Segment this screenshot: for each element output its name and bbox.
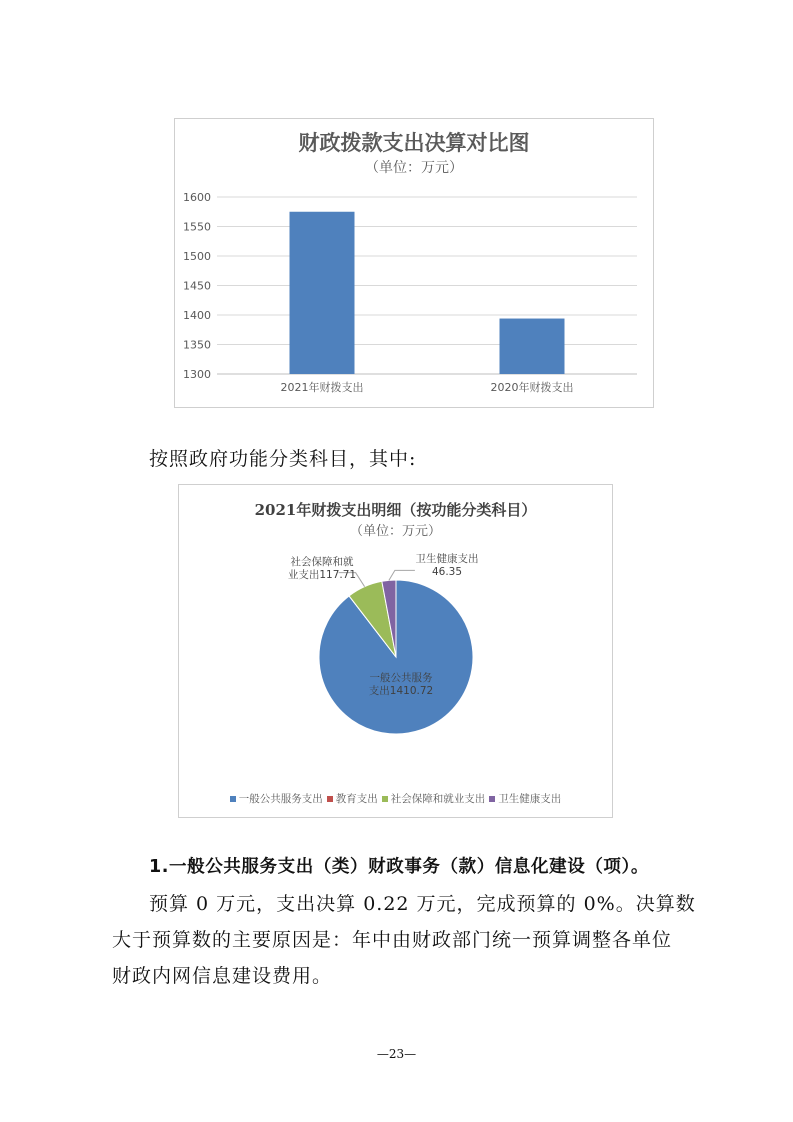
- intro-text: 按照政府功能分类科目，其中:: [149, 448, 417, 470]
- legend-item: [382, 791, 486, 806]
- paragraph-line-3: 财政内网信息建设费用。: [112, 965, 333, 987]
- data-label: 46.35: [431, 566, 463, 578]
- legend-label: 教育支出: [335, 793, 378, 805]
- y-tick-label: 1350: [183, 338, 211, 352]
- leader-line: [389, 570, 415, 580]
- data-label: 支出1410.72: [368, 685, 434, 697]
- pie-chart-svg: [179, 485, 612, 817]
- bar-chart-panel: [174, 118, 654, 408]
- data-label: 社会保障和就: [290, 556, 354, 568]
- legend-swatch: [382, 796, 388, 802]
- pie-chart-subtitle: （单位：万元）: [349, 524, 441, 539]
- y-tick-label: 1500: [183, 250, 211, 263]
- y-tick-label: 1600: [183, 191, 211, 204]
- legend-swatch: [489, 796, 495, 802]
- legend-swatch: [230, 796, 236, 802]
- legend-item: [230, 791, 323, 806]
- pie-chart-title: 2021年财拨支出明细（按功能分类科目）: [254, 501, 537, 519]
- paragraph-line-1: 预算 0 万元，支出决算 0.22 万元，完成预算的 0%。决算数: [149, 893, 696, 915]
- paragraph-line-2: 大于预算数的主要原因是：年中由财政部门统一预算调整各单位: [112, 929, 673, 951]
- pie-chart-legend: [179, 791, 612, 806]
- x-tick-label: 2020年财拨支出: [490, 381, 574, 394]
- data-label: 卫生健康支出: [415, 553, 479, 565]
- legend-label: 卫生健康支出: [498, 793, 562, 805]
- y-tick-label: 1550: [183, 220, 211, 234]
- page-number: —23—: [376, 1047, 417, 1061]
- data-label: 业支出117.71: [287, 569, 357, 581]
- x-tick-label: 2021年财拨支出: [280, 381, 364, 394]
- data-label: 一般公共服务: [369, 672, 433, 684]
- bar-chart-subtitle: （单位：万元）: [365, 160, 463, 176]
- y-tick-label: 1450: [183, 279, 211, 293]
- legend-label: 社会保障和就业支出: [390, 793, 486, 805]
- legend-item: [489, 791, 561, 806]
- y-tick-label: 1400: [183, 309, 211, 322]
- bar-chart-title: 财政拨款支出决算对比图: [298, 131, 530, 155]
- bar: [290, 212, 355, 374]
- pie-chart-panel: [178, 484, 613, 818]
- legend-label: 一般公共服务支出: [238, 793, 323, 805]
- y-tick-label: 1300: [183, 368, 211, 381]
- legend-swatch: [327, 796, 333, 802]
- legend-item: [327, 791, 378, 806]
- bar-chart-svg: [175, 119, 653, 407]
- section-heading: 1.一般公共服务支出（类）财政事务（款）信息化建设（项）。: [149, 857, 649, 877]
- bar: [500, 319, 565, 374]
